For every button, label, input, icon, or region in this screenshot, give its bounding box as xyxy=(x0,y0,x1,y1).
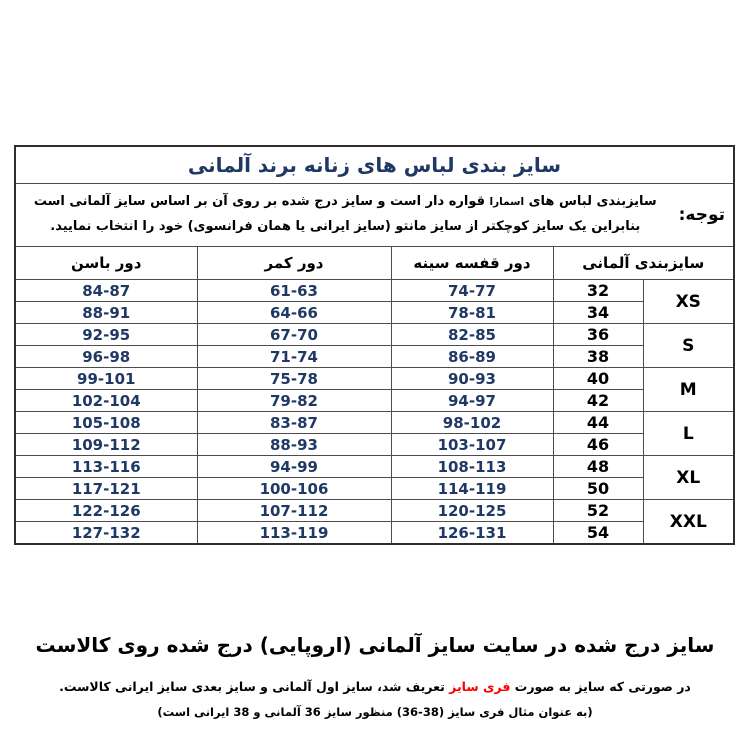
hip-value: 96-98 xyxy=(15,346,197,368)
german-size-value: 34 xyxy=(553,302,643,324)
chest-value: 90-93 xyxy=(391,368,553,390)
waist-value: 61-63 xyxy=(197,280,391,302)
german-size-value: 42 xyxy=(553,390,643,412)
hip-value: 88-91 xyxy=(15,302,197,324)
table-row xyxy=(15,456,734,478)
footer-line2-after: تعریف شد، سایز اول آلمانی و سایز بعدی سایز ایرانی کالاست. xyxy=(59,679,450,694)
german-size-value: 52 xyxy=(553,500,643,522)
table-row xyxy=(15,478,734,500)
waist-value: 88-93 xyxy=(197,434,391,456)
footer-note-example: (به عنوان مثال فری سایز (38-36) منظور سایز 36 آلمانی و 38 ایرانی است) xyxy=(157,705,593,719)
table-row xyxy=(15,324,734,346)
column-header-hip: دور باسن xyxy=(15,247,197,280)
german-size-value: 48 xyxy=(553,456,643,478)
waist-value: 94-99 xyxy=(197,456,391,478)
title-row xyxy=(15,146,734,184)
hip-value: 99-101 xyxy=(15,368,197,390)
attention-line1-before: سایزبندی لباس های xyxy=(524,194,657,210)
chest-value: 94-97 xyxy=(391,390,553,412)
attention-line-2: بنابراین یک سایز کوچکتر از سایز مانتو (سایز ایرانی یا همان فرانسوی) خود را انتخاب نمایید. xyxy=(50,219,641,234)
table-row xyxy=(15,346,734,368)
waist-value: 79-82 xyxy=(197,390,391,412)
german-size-value: 40 xyxy=(553,368,643,390)
table-row xyxy=(15,368,734,390)
table-row xyxy=(15,412,734,434)
size-chart-table xyxy=(14,145,735,545)
chest-value: 98-102 xyxy=(391,412,553,434)
waist-value: 107-112 xyxy=(197,500,391,522)
size-letter-l: L xyxy=(643,412,734,456)
waist-value: 67-70 xyxy=(197,324,391,346)
hip-value: 117-121 xyxy=(15,478,197,500)
chest-value: 86-89 xyxy=(391,346,553,368)
free-size-highlight: فری سایز xyxy=(449,679,511,694)
german-size-value: 54 xyxy=(553,522,643,545)
hip-value: 92-95 xyxy=(15,324,197,346)
attention-line1-after: قواره دار است و سایز درج شده بر روی آن بر اساس سایز آلمانی است xyxy=(33,194,490,210)
waist-value: 75-78 xyxy=(197,368,391,390)
header-row xyxy=(15,247,734,280)
size-letter-xxl: XXL xyxy=(643,500,734,545)
column-header-chest: دور قفسه سینه xyxy=(391,247,553,280)
table-row xyxy=(15,434,734,456)
footer-note-free-size xyxy=(0,679,750,694)
hip-value: 105-108 xyxy=(15,412,197,434)
attention-row xyxy=(15,184,734,247)
chest-value: 82-85 xyxy=(391,324,553,346)
size-letter-xl: XL xyxy=(643,456,734,500)
chest-value: 103-107 xyxy=(391,434,553,456)
waist-value: 71-74 xyxy=(197,346,391,368)
chest-value: 120-125 xyxy=(391,500,553,522)
size-letter-xs: XS xyxy=(643,280,734,324)
attention-text xyxy=(20,190,671,239)
attention-line-1 xyxy=(20,190,671,215)
german-size-value: 50 xyxy=(553,478,643,500)
footer-line2-before: در صورتی که سایز به صورت xyxy=(510,679,691,694)
table-row xyxy=(15,390,734,412)
table-row xyxy=(15,522,734,545)
size-letter-s: S xyxy=(643,324,734,368)
chest-value: 126-131 xyxy=(391,522,553,545)
table-row xyxy=(15,500,734,522)
chest-value: 114-119 xyxy=(391,478,553,500)
hip-value: 109-112 xyxy=(15,434,197,456)
german-size-value: 46 xyxy=(553,434,643,456)
table-row xyxy=(15,280,734,302)
attention-note xyxy=(15,184,734,247)
hip-value: 84-87 xyxy=(15,280,197,302)
footer-note-main: سایز درج شده در سایت سایز آلمانی (اروپایی) درج شده روی کالاست xyxy=(35,633,715,657)
chest-value: 78-81 xyxy=(391,302,553,324)
brand-name: اسمارا xyxy=(489,196,525,209)
column-header-waist: دور کمر xyxy=(197,247,391,280)
waist-value: 113-119 xyxy=(197,522,391,545)
page-title: سایز بندی لباس های زنانه برند آلمانی xyxy=(15,146,734,184)
table-row xyxy=(15,302,734,324)
waist-value: 64-66 xyxy=(197,302,391,324)
hip-value: 122-126 xyxy=(15,500,197,522)
chest-value: 108-113 xyxy=(391,456,553,478)
waist-value: 83-87 xyxy=(197,412,391,434)
german-size-value: 32 xyxy=(553,280,643,302)
chest-value: 74-77 xyxy=(391,280,553,302)
german-size-value: 38 xyxy=(553,346,643,368)
attention-wrap xyxy=(16,190,733,239)
waist-value: 100-106 xyxy=(197,478,391,500)
german-size-value: 36 xyxy=(553,324,643,346)
hip-value: 102-104 xyxy=(15,390,197,412)
hip-value: 113-116 xyxy=(15,456,197,478)
hip-value: 127-132 xyxy=(15,522,197,545)
size-letter-m: M xyxy=(643,368,734,412)
german-size-value: 44 xyxy=(553,412,643,434)
column-header-german-sizing: سایزبندی آلمانی xyxy=(553,247,734,280)
attention-label: توجه: xyxy=(678,205,726,225)
